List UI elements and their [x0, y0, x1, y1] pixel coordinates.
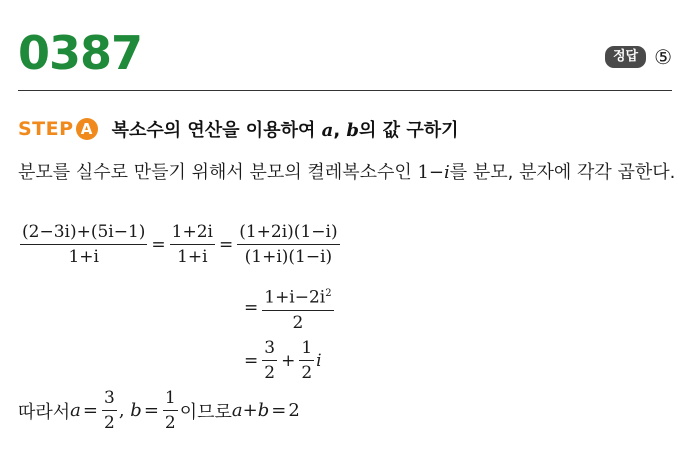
fraction: $\frac{(2-3i)+(5i-1)}{1+i}$	[22, 222, 146, 267]
fraction: $\frac{1+2i}{1+i}$	[171, 222, 213, 267]
fraction: $\frac{3}{2}$	[104, 388, 115, 433]
answer-value: ⑤	[654, 45, 672, 69]
answer-area	[605, 46, 672, 68]
fraction: $\frac{3}{2}$	[264, 338, 276, 383]
fraction: $\frac{1}{2}$	[301, 338, 313, 383]
equation-line-2: = $\frac{1+i-2i^2}{2}$	[242, 284, 336, 333]
answer-badge: 정답	[605, 46, 646, 68]
fraction: $\frac{1}{2}$	[164, 388, 176, 433]
conclusion-line: 따라서 a = $\frac{3}{2}$ , b = $\frac{1}{2}$ 이므로 a+b = 2	[18, 388, 300, 433]
header-divider	[18, 90, 672, 91]
step-letter-badge: A	[76, 118, 98, 140]
equation-line-3: = $\frac{3}{2}$ + $\frac{1}{2}$ i	[244, 338, 322, 383]
equation-line-1: $\frac{(2-3i)+(5i-1)}{1+i}$ = $\frac{1+2i}{1+i}$ = $\frac{(1+2i)(1-i)}{(1+i)(1-i)}$	[22, 222, 338, 267]
fraction: $\frac{(1+2i)(1-i)}{(1+i)(1-i)}$	[239, 222, 338, 267]
step-title: 복소수의 연산을 이용하여 a, b의 값 구하기	[111, 120, 459, 141]
problem-number: 0387	[18, 26, 143, 80]
explanation-paragraph: 분모를 실수로 만들기 위해서 분모의 켤레복소수인 1−i를 분모, 분자에 각각 곱한다.	[18, 162, 676, 183]
step-heading	[18, 116, 459, 142]
step-label: STEP	[18, 118, 74, 140]
fraction: $\frac{1+i-2i^2}{2}$	[262, 284, 333, 333]
